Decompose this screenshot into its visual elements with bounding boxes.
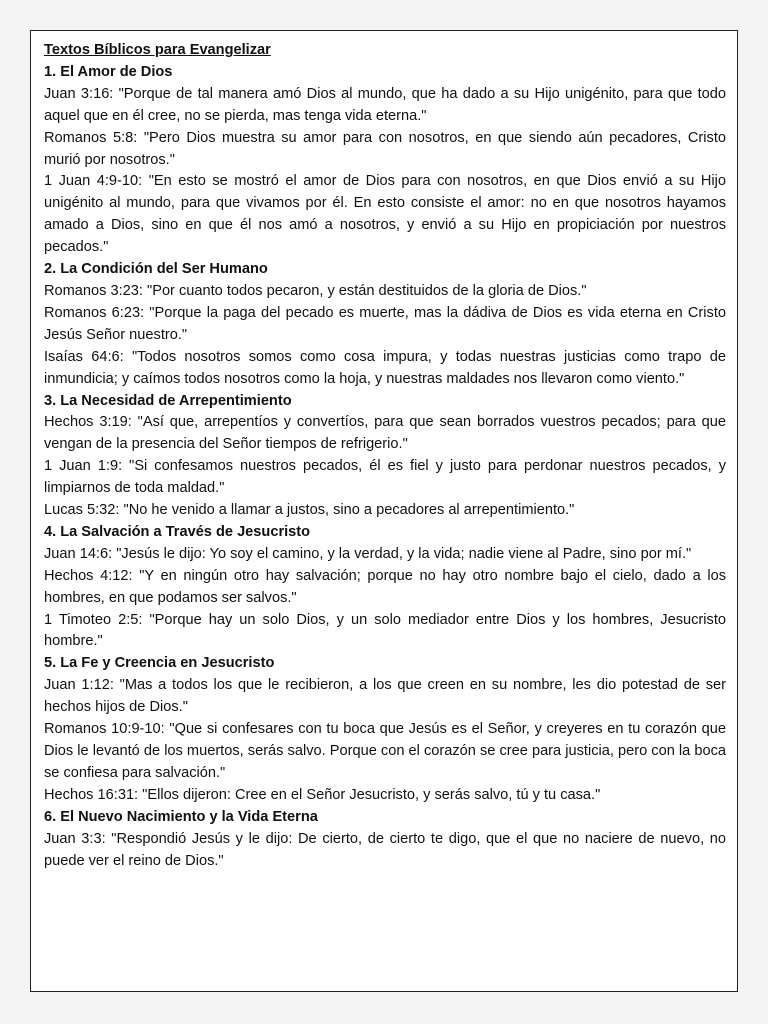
section-amor-de-dios: [44, 62, 726, 259]
section-heading: 5. La Fe y Creencia en Jesucristo: [44, 655, 275, 672]
section-salvacion: [44, 522, 726, 653]
verse-text: 1 Juan 1:9: "Si confesamos nuestros pecados, él es fiel y justo para perdonar nuestros pecados, y limpiarnos de toda maldad.": [44, 458, 726, 497]
document-page: [30, 30, 738, 992]
verse-text: Romanos 6:23: "Porque la paga del pecado es muerte, mas la dádiva de Dios es vida eterna en Cristo Jesús Señor nuestro.": [44, 304, 726, 343]
verse-text: Romanos 10:9-10: "Que si confesares con tu boca que Jesús es el Señor, y creyeres en tu corazón que Dios le levantó de los muertos, serás salvo. Porque con el corazón se cree para justicia, pero con la boca se confiesa para salvación.": [44, 721, 726, 781]
verse-text: Juan 14:6: "Jesús le dijo: Yo soy el camino, y la verdad, y la vida; nadie viene al Padre, sino por mí.": [44, 545, 692, 562]
verse-text: 1 Juan 4:9-10: "En esto se mostró el amor de Dios para con nosotros, en que Dios envió a su Hijo unigénito al mundo, para que vivamos por él. En esto consiste el amor: no en que nosotros hayamos amado a Dios, sino en que él nos amó a nosotros, y envió a su Hijo en propiciación por nuestros pecados.": [44, 173, 726, 256]
section-heading: 4. La Salvación a Través de Jesucristo: [44, 523, 311, 540]
section-heading: 2. La Condición del Ser Humano: [44, 261, 268, 278]
section-heading: 1. El Amor de Dios: [44, 63, 173, 80]
verse-text: Juan 1:12: "Mas a todos los que le recibieron, a los que creen en su nombre, les dio potestad de ser hechos hijos de Dios.": [44, 677, 726, 716]
verse-text: Hechos 3:19: "Así que, arrepentíos y convertíos, para que sean borrados vuestros pecados; para que vengan de la presencia del Señor tiempos de refrigerio.": [44, 414, 726, 453]
section-condicion-humana: [44, 259, 726, 390]
verse-text: Romanos 5:8: "Pero Dios muestra su amor para con nosotros, en que siendo aún pecadores, Cristo murió por nosotros.": [44, 129, 726, 168]
section-heading: 6. El Nuevo Nacimiento y la Vida Eterna: [44, 808, 318, 825]
verse-text: 1 Timoteo 2:5: "Porque hay un solo Dios, y un solo mediador entre Dios y los hombres, Jesucristo hombre.": [44, 611, 726, 650]
verse-text: Isaías 64:6: "Todos nosotros somos como cosa impura, y todas nuestras justicias como trapo de inmundicia; y caímos todos nosotros como la hoja, y nuestras maldades nos llevaron como viento.": [44, 348, 726, 387]
verse-text: Juan 3:16: "Porque de tal manera amó Dios al mundo, que ha dado a su Hijo unigénito, para que todo aquel que en él cree, no se pierda, mas tenga vida eterna.": [44, 85, 726, 124]
verse-text: Hechos 16:31: "Ellos dijeron: Cree en el Señor Jesucristo, y serás salvo, tú y tu casa.": [44, 786, 601, 803]
verse-text: Juan 3:3: "Respondió Jesús y le dijo: De cierto, de cierto te digo, que el que no naciere de nuevo, no puede ver el reino de Dios.": [44, 830, 726, 869]
section-arrepentimiento: [44, 391, 726, 522]
section-nuevo-nacimiento: [44, 807, 726, 873]
verse-text: Romanos 3:23: "Por cuanto todos pecaron, y están destituidos de la gloria de Dios.": [44, 282, 587, 299]
verse-text: Hechos 4:12: "Y en ningún otro hay salvación; porque no hay otro nombre bajo el cielo, dado a los hombres, en que podamos ser salvos.": [44, 567, 726, 606]
section-heading: 3. La Necesidad de Arrepentimiento: [44, 392, 292, 409]
verse-text: Lucas 5:32: "No he venido a llamar a justos, sino a pecadores al arrepentimiento.": [44, 502, 575, 519]
document-title: Textos Bíblicos para Evangelizar: [44, 42, 271, 58]
section-fe-creencia: [44, 653, 726, 806]
